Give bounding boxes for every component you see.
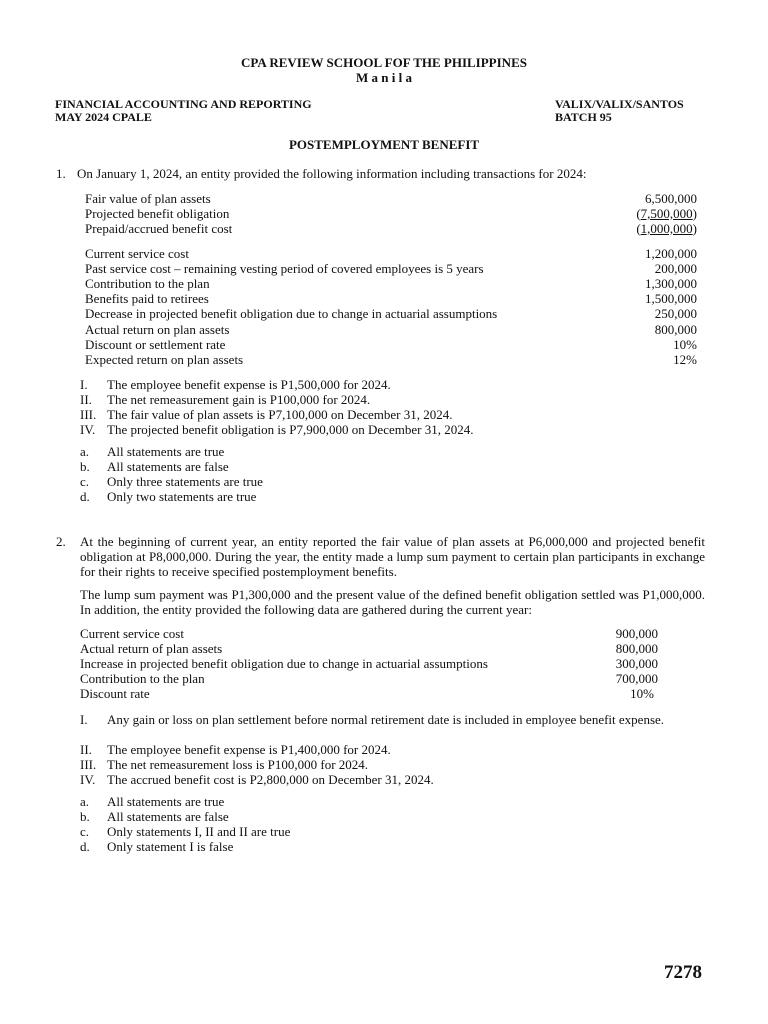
- q2-paragraph: The lump sum payment was P1,300,000 and the present value of the defined benefit obligation settled was P1,000,000. In addition, the entity provided the following data are gathered during the current year:: [80, 587, 705, 617]
- q1-choice: b. All statements are false: [80, 459, 229, 474]
- q2-number: 2.: [56, 534, 66, 549]
- exam: MAY 2024 CPALE: [55, 110, 152, 124]
- q1-intro: On January 1, 2024, an entity provided the following information including transactions for 2024:: [77, 166, 587, 181]
- q2-data-row: Increase in projected benefit obligation due to change in actuarial assumptions 300,000: [80, 656, 658, 671]
- q1-data-row: Actual return on plan assets 800,000: [85, 322, 697, 337]
- q1-choice: d. Only two statements are true: [80, 489, 257, 504]
- q1-balance-label: Prepaid/accrued benefit cost: [85, 221, 233, 236]
- q2-data-row: Current service cost 900,000: [80, 626, 658, 641]
- q1-balance-label: Fair value of plan assets: [85, 191, 211, 206]
- q1-data-row: Past service cost – remaining vesting period of covered employees is 5 years 200,000: [85, 261, 697, 276]
- q1-data-row: Benefits paid to retirees 1,500,000: [85, 291, 697, 306]
- q1-data-row: Discount or settlement rate 10%: [85, 337, 697, 352]
- q2-choice: c. Only statements I, II and II are true: [80, 824, 291, 839]
- q1-balance-row: [85, 206, 697, 221]
- city: M a n i l a: [356, 70, 412, 85]
- q2-statement: II. The employee benefit expense is P1,400,000 for 2024.: [80, 742, 391, 757]
- q1-data-row: Contribution to the plan 1,300,000: [85, 276, 697, 291]
- q2-choice: a. All statements are true: [80, 794, 225, 809]
- subject: FINANCIAL ACCOUNTING AND REPORTING: [55, 97, 312, 111]
- q2-statement: III. The net remeasurement loss is P100,000 for 2024.: [80, 757, 369, 772]
- q2-choice: b. All statements are false: [80, 809, 229, 824]
- page-title: POSTEMPLOYMENT BENEFIT: [288, 137, 480, 152]
- q2-choice: d. Only statement I is false: [80, 839, 234, 854]
- q1-statement: III. The fair value of plan assets is P7,100,000 on December 31, 2024.: [80, 407, 453, 422]
- q1-data-row: Decrease in projected benefit obligation due to change in actuarial assumptions 250,000: [85, 306, 697, 321]
- q1-balance-row: [85, 191, 697, 206]
- q1-balance-value: (1,000,000): [636, 221, 697, 236]
- q1-data-row: Expected return on plan assets 12%: [85, 352, 697, 367]
- q2-data-row: Actual return of plan assets 800,000: [80, 641, 658, 656]
- q1-balance-label: Projected benefit obligation: [85, 206, 230, 221]
- q1-balance-value: (7,500,000): [636, 206, 697, 221]
- batch: BATCH 95: [555, 110, 612, 124]
- q1-balance-value: 6,500,000: [645, 191, 697, 206]
- q2-paragraph: At the beginning of current year, an entity reported the fair value of plan assets at P6,000,000 and projected benefit obligation at P8,000,000. During the year, the entity made a lump sum payment to certain plan participants in exchange for their rights to receive specified postemployment benefits.: [80, 534, 705, 579]
- q1-data-row: Current service cost 1,200,000: [85, 246, 697, 261]
- q1-balance-row: [85, 221, 697, 236]
- page-code: 7278: [664, 962, 702, 983]
- q2-data-row: Discount rate 10%: [80, 686, 654, 701]
- q2-statement: I. Any gain or loss on plan settlement before normal retirement date is included in employee benefit expense.: [80, 712, 665, 727]
- school-name: CPA REVIEW SCHOOL FOF THE PHILIPPINES: [241, 55, 527, 70]
- q1-choice: c. Only three statements are true: [80, 474, 263, 489]
- q1-statement: I. The employee benefit expense is P1,500,000 for 2024.: [80, 377, 391, 392]
- q2-data-row: Contribution to the plan 700,000: [80, 671, 658, 686]
- authors: VALIX/VALIX/SANTOS: [555, 97, 684, 111]
- q1-statement: IV. The projected benefit obligation is P7,900,000 on December 31, 2024.: [80, 422, 474, 437]
- q1-choice: a. All statements are true: [80, 444, 225, 459]
- q1-statement: II. The net remeasurement gain is P100,000 for 2024.: [80, 392, 371, 407]
- q1-number: 1.: [56, 166, 66, 181]
- q2-statement: IV. The accrued benefit cost is P2,800,000 on December 31, 2024.: [80, 772, 434, 787]
